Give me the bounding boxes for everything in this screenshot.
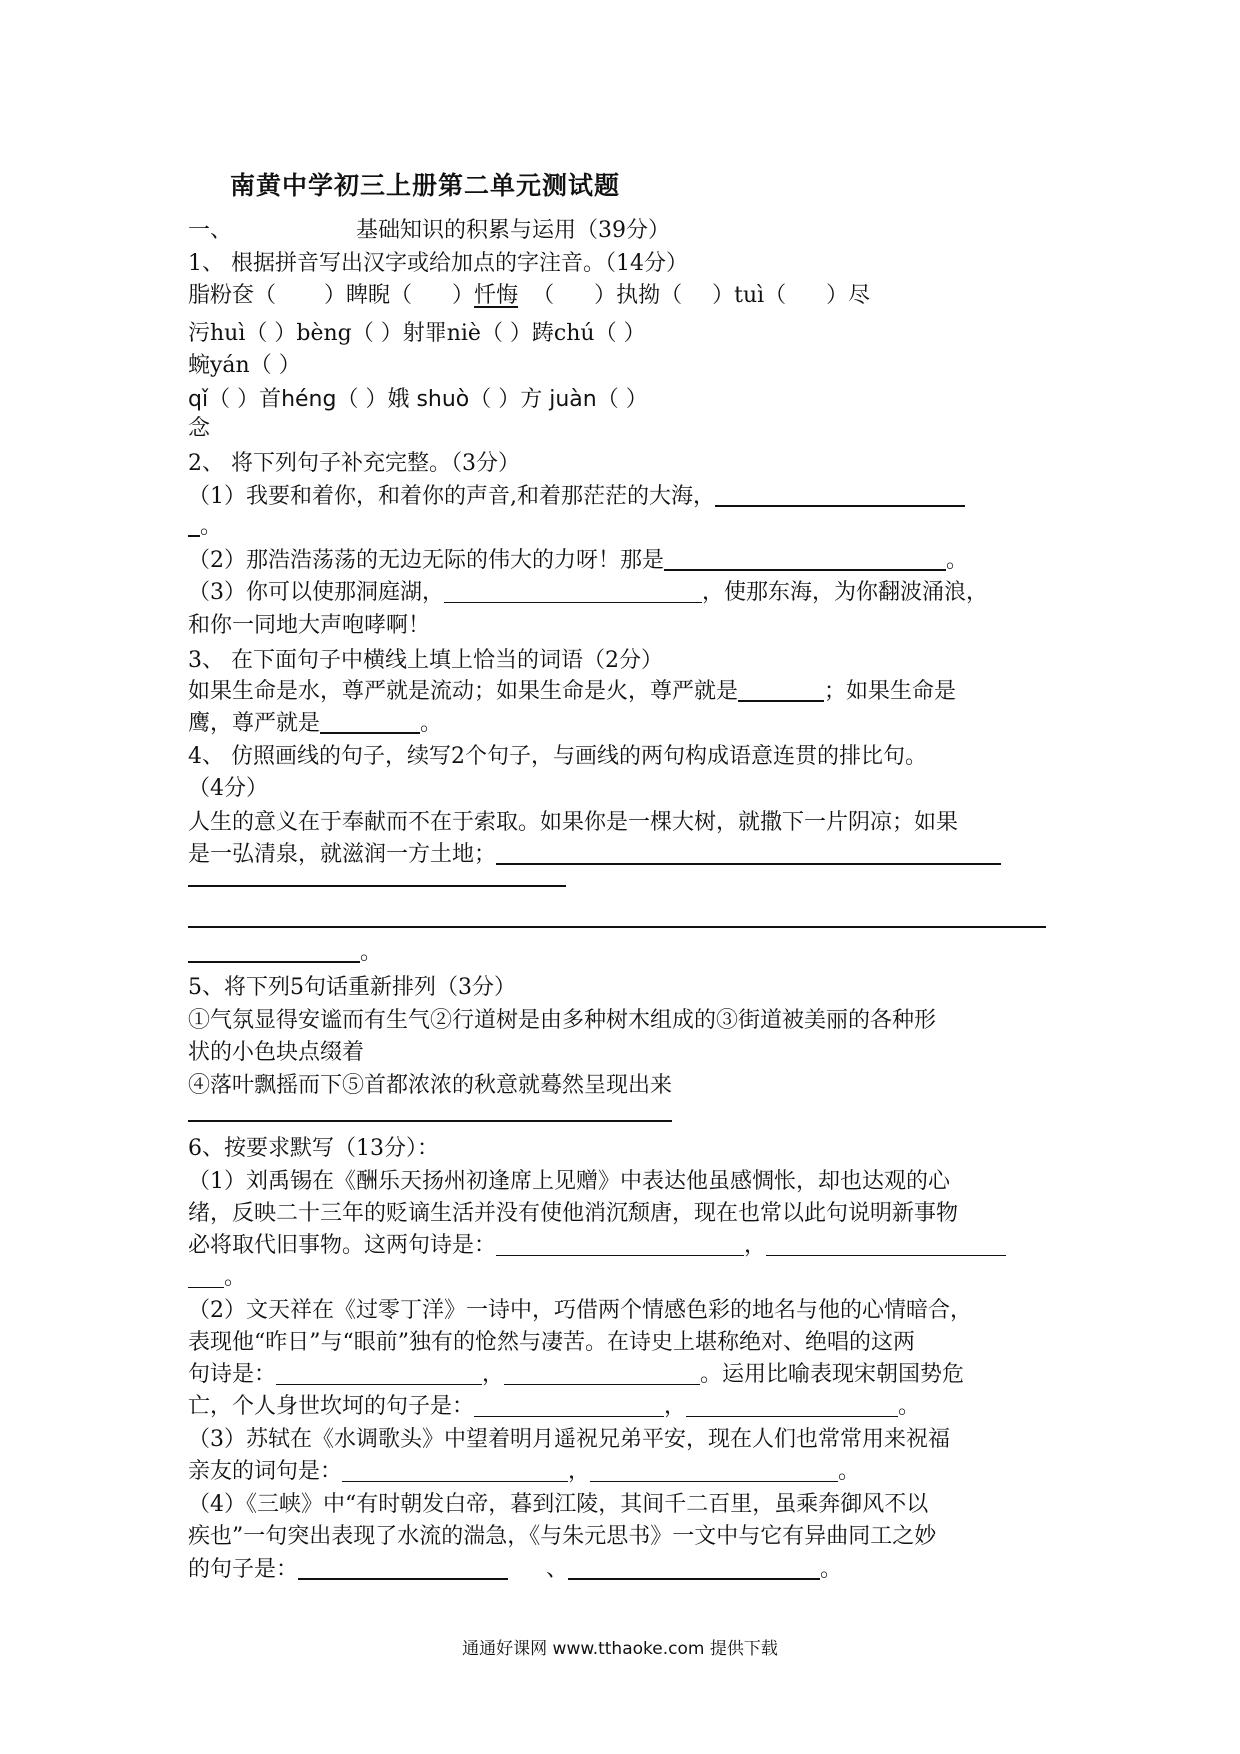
answer-blank[interactable] [320, 710, 420, 734]
q6-p1-line-4: 。 [188, 1263, 246, 1293]
answer-blank[interactable] [188, 1265, 224, 1288]
answer-blank[interactable] [664, 547, 946, 571]
q6-heading: 6、按要求默写（13分）： [188, 1136, 439, 1161]
q4-line-2: 是一弘清泉，就滋润一方土地； [188, 840, 1001, 870]
answer-blank[interactable] [766, 1233, 1006, 1256]
answer-line[interactable] [188, 1120, 672, 1122]
q2-sentence-1: （1）我要和着你，和着你的声音,和着那茫茫的大海， [188, 482, 965, 512]
q4-score: （4分） [188, 776, 268, 801]
q2-sentence-1-end: 。 [188, 512, 222, 542]
q4-end: 。 [188, 938, 382, 968]
q1-row-3: 蜿yán（ ） [188, 353, 301, 378]
q5-heading: 5、将下列5句话重新排列（3分） [188, 975, 516, 1000]
q6-p2-line-4: 亡，个人身世坎坷的句子是： ， 。 [188, 1394, 921, 1419]
q6-p1-line-2: 绪，反映二十三年的贬谪生活并没有使他消沉颓唐，现在也常以此句说明新事物 [188, 1201, 959, 1226]
q1-row-5: 念 [188, 416, 211, 441]
q2-sentence-2: （2）那浩浩荡荡的无边无际的伟大的力呀！那是 。 [188, 548, 969, 573]
q2-sentence-3: （3）你可以使那洞庭湖， ，使那东海，为你翻波涌浪， [188, 580, 989, 605]
q5-line-2: 状的小色块点缀着 [188, 1040, 365, 1065]
answer-line[interactable] [188, 885, 566, 887]
section-heading [188, 216, 670, 246]
answer-blank[interactable] [444, 580, 702, 603]
answer-blank[interactable] [590, 1459, 838, 1482]
answer-blank[interactable] [298, 1556, 508, 1580]
footer: 通通好课网 www.tthaoke.com 提供下载 [462, 1639, 778, 1659]
q4-heading: 4、 仿照画线的句子，续写2个句子，与画线的两句构成语意连贯的排比句。 [188, 744, 927, 769]
q1-row-1: 脂粉奁（ ）睥睨（ ）忏悔 （ ）执拗（ ）tuì（ ）尽 [188, 283, 871, 308]
answer-blank[interactable] [715, 483, 965, 507]
section-number: 一、 [188, 218, 233, 243]
q4-line-1: 人生的意义在于奉献而不在于索取。如果你是一棵大树，就撒下一片阴凉；如果 [188, 810, 959, 835]
answer-blank[interactable] [188, 513, 200, 537]
q2-sentence-3-cont: 和你一同地大声咆哮啊！ [188, 613, 431, 638]
q6-p4-line-2: 疾也”一句突出表现了水流的湍急，《与朱元思书》一文中与它有异曲同工之妙 [188, 1524, 937, 1549]
answer-blank[interactable] [188, 939, 360, 963]
q3-heading: 3、 在下面句子中横线上填上恰当的词语（2分） [188, 648, 663, 673]
q6-p3-line-1: （3）苏轼在《水调歌头》中望着明月遥祝兄弟平安，现在人们也常常用来祝福 [188, 1427, 950, 1452]
q6-p2-line-1: （2）文天祥在《过零丁洋》一诗中，巧借两个情感色彩的地名与他的心情暗合， [188, 1298, 972, 1323]
q6-p1-line-3: 必将取代旧事物。这两句诗是： ， [188, 1231, 1006, 1261]
answer-blank[interactable] [504, 1362, 700, 1385]
page-title: 南黄中学初三上册第二单元测试题 [230, 171, 621, 200]
section-title: 基础知识的积累与运用（39分） [356, 218, 671, 243]
q3-line-1: 如果生命是水，尊严就是流动；如果生命是火，尊严就是 ；如果生命是 [188, 679, 957, 704]
q5-line-1: ①气氛显得安谧而有生气②行道树是由多种树木组成的③街道被美丽的各种形 [188, 1008, 937, 1033]
answer-blank[interactable] [568, 1556, 820, 1580]
q1-row-4: qǐ（ ）首héng（ ）娥 shuò（ ）方 juàn（ ） [188, 387, 648, 412]
answer-blank[interactable] [496, 841, 1001, 865]
q6-p1-line-1: （1）刘禹锡在《酬乐天扬州初逢席上见赠》中表达他虽感惆怅，却也达观的心 [188, 1169, 950, 1194]
q6-p4-line-1: （4）《三峡》中“有时朝发白帝，暮到江陵，其间千二百里，虽乘奔御风不以 [188, 1492, 929, 1517]
q2-heading: 2、 将下列句子补充完整。（3分） [188, 451, 520, 476]
answer-blank[interactable] [342, 1459, 568, 1482]
answer-blank[interactable] [276, 1362, 482, 1385]
q6-p4-line-3: 的句子是： 、 。 [188, 1557, 843, 1582]
answer-blank[interactable] [496, 1233, 744, 1256]
q1-row-2: 污huì（ ）bèng（ ）射罪niè（ ）踌chú（ ） [188, 321, 646, 346]
q1-heading: 1、 根据拼音写出汉字或给加点的字注音。（14分） [188, 251, 688, 276]
answer-blank[interactable] [474, 1394, 664, 1417]
q5-line-3: ④落叶飘摇而下⑤首都浓浓的秋意就蓦然呈现出来 [188, 1073, 673, 1098]
answer-line[interactable] [188, 926, 1046, 928]
answer-blank[interactable] [686, 1394, 898, 1417]
q6-p3-line-2: 亲友的词句是： ， 。 [188, 1459, 861, 1484]
answer-blank[interactable] [738, 678, 824, 702]
q3-line-2: 鹰，尊严就是 。 [188, 711, 443, 736]
q6-p2-line-2: 表现他“昨日”与“眼前”独有的怆然与凄苦。在诗史上堪称绝对、绝唱的这两 [188, 1330, 915, 1355]
q6-p2-line-3: 句诗是： ， 。运用比喻表现宋朝国势危 [188, 1362, 965, 1387]
